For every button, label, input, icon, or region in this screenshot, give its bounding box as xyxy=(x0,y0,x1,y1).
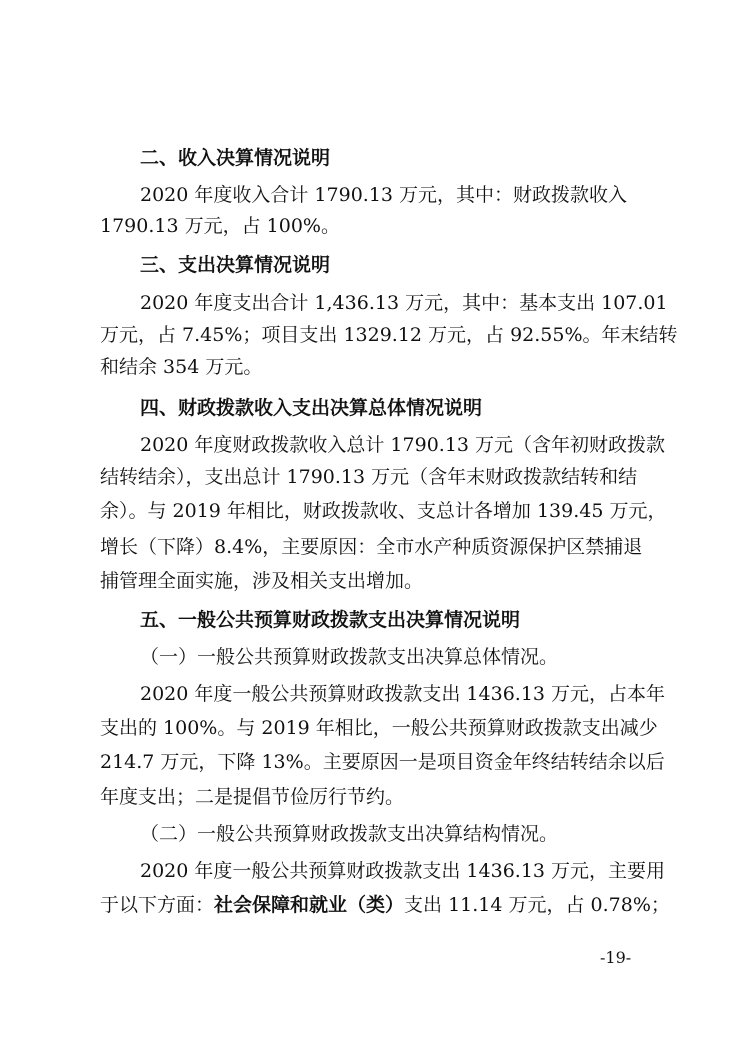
expense-paragraph-line-3: 和结余 354 万元。 xyxy=(100,356,263,378)
fiscal-paragraph-line-4: 增长（下降）8.4%，主要原因：全市水产种质资源保护区禁捕退 xyxy=(100,536,643,558)
expense-paragraph-line-2: 万元，占 7.45%；项目支出 1329.12 万元，占 92.55%。年末结转 xyxy=(100,324,678,346)
general-budget-heading: 五、一般公共预算财政拨款支出决算情况说明 xyxy=(140,609,521,631)
fiscal-paragraph-line-5: 捕管理全面实施，涉及相关支出增加。 xyxy=(100,570,424,592)
general-budget-paragraph-2-line-2 xyxy=(100,893,670,917)
general-budget-paragraph-2-line-1: 2020 年度一般公共预算财政拨款支出 1436.13 万元，主要用 xyxy=(140,860,666,882)
paragraph-text: 于以下方面： xyxy=(100,894,215,916)
income-paragraph-line-1: 2020 年度收入合计 1790.13 万元，其中：财政拨款收入 xyxy=(140,184,628,206)
expense-heading: 三、支出决算情况说明 xyxy=(140,254,331,276)
income-paragraph-line-2: 1790.13 万元，占 100%。 xyxy=(100,215,340,237)
page-number: -19- xyxy=(600,948,632,967)
expense-paragraph-line-1: 2020 年度支出合计 1,436.13 万元，其中：基本支出 107.01 xyxy=(140,292,668,314)
fiscal-heading: 四、财政拨款收入支出决算总体情况说明 xyxy=(140,397,483,419)
general-budget-paragraph-1-line-1: 2020 年度一般公共预算财政拨款支出 1436.13 万元，占本年 xyxy=(140,683,666,705)
paragraph-text: 支出 11.14 万元，占 0.78%； xyxy=(404,894,670,916)
fiscal-paragraph-line-3: 余）。与 2019 年相比，财政拨款收、支总计各增加 139.45 万元， xyxy=(100,500,667,522)
general-budget-paragraph-1-line-2: 支出的 100%。与 2019 年相比，一般公共预算财政拨款支出减少 xyxy=(100,717,658,739)
general-budget-paragraph-1-line-4: 年度支出；二是提倡节俭厉行节约。 xyxy=(100,786,405,808)
general-budget-paragraph-1-line-3: 214.7 万元，下降 13%。主要原因一是项目资金年终结转结余以后 xyxy=(100,751,665,773)
general-budget-subheading-1: （一）一般公共预算财政拨款支出决算总体情况。 xyxy=(140,646,559,668)
fiscal-paragraph-line-2: 结转结余），支出总计 1790.13 万元（含年末财政拨款结转和结 xyxy=(100,466,638,488)
income-heading: 二、收入决算情况说明 xyxy=(140,147,331,169)
fiscal-paragraph-line-1: 2020 年度财政拨款收入总计 1790.13 万元（含年初财政拨款 xyxy=(140,434,666,456)
general-budget-subheading-2: （二）一般公共预算财政拨款支出决算结构情况。 xyxy=(140,823,559,845)
bold-category-label: 社会保障和就业（类） xyxy=(214,894,405,916)
